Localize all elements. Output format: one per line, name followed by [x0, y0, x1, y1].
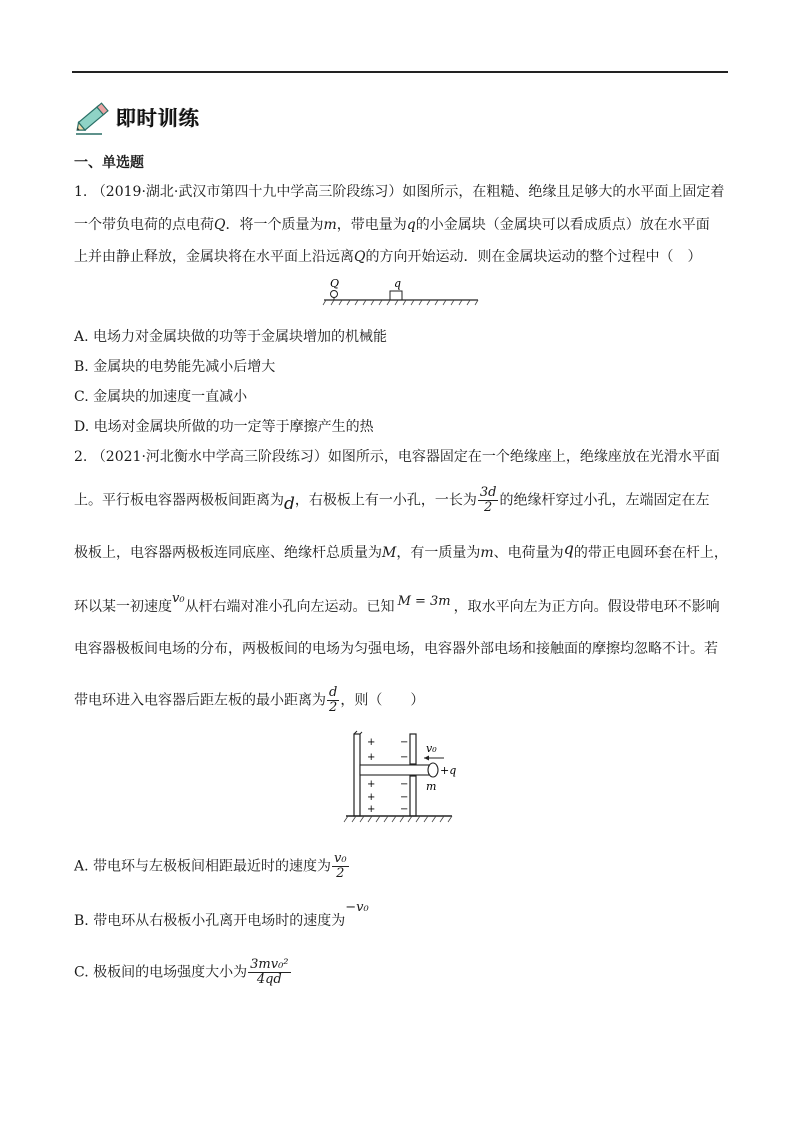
q1-text-2d: 的小金属块（金属块可以看成质点）放在水平面: [415, 217, 710, 233]
q1-var-Q2: Q: [354, 249, 366, 265]
q2-option-a-frac: [332, 852, 349, 881]
q2-eq-M-3m: M = 3m: [397, 594, 451, 609]
q2-text-3c: 、电荷量为: [493, 545, 564, 561]
q2-option-b-value: −v₀: [345, 900, 369, 915]
q1-option-b-label: B.: [74, 359, 89, 375]
q2-option-a-frac-num: v₀: [334, 851, 347, 866]
q2-source: （2021·河北衡水中学高三阶段练习）: [91, 449, 328, 465]
q2-option-c: [74, 958, 292, 987]
q2-text-2c: 的绝缘杆穿过小孔，左端固定在左: [499, 492, 710, 509]
q2-minus-3: −: [400, 779, 409, 790]
q2-option-a-label: A.: [74, 858, 89, 875]
q2-option-c-text: 极板间的电场强度大小为: [93, 964, 248, 981]
q1-line-2: [74, 214, 710, 234]
q2-line-6: [74, 686, 424, 715]
q2-capacitor-figure: [340, 728, 460, 828]
q1-option-c-text: 金属块的加速度一直减小: [93, 389, 248, 405]
q1-option-d: [74, 416, 374, 436]
q2-var-d: d: [284, 493, 295, 514]
q2-line-2: [74, 486, 709, 515]
q2-option-c-frac: [248, 958, 290, 987]
q1-source: （2019·湖北·武汉市第四十九中学高三阶段练习）: [91, 184, 403, 200]
q2-text-4a: 环以某一初速度: [74, 599, 172, 615]
q2-plus-5: +: [367, 804, 376, 815]
q1-option-c: [74, 386, 247, 406]
q2-line-1: [74, 446, 720, 466]
q2-frac-3d-num: 3d: [479, 485, 497, 500]
q2-option-a-frac-den: 2: [332, 866, 349, 881]
q1-option-d-label: D.: [74, 419, 90, 435]
q2-frac-d-2: [327, 686, 339, 715]
q1-text-2c: ，带电量为: [336, 217, 407, 233]
q2-text-2a: 上。平行板电容器两极板间距离为: [74, 492, 284, 509]
q2-text-4c: ，取水平向左为正方向。假设带电环不影响: [453, 599, 720, 615]
q1-option-b: [74, 356, 275, 376]
q2-plus-3: +: [367, 779, 376, 790]
q1-text-2b: ．将一个质量为: [225, 217, 324, 233]
q2-minus-5: −: [400, 804, 409, 815]
q2-frac-3d-2: [478, 486, 499, 515]
q1-option-d-text: 电场对金属块所做的功一定等于摩擦产生的热: [93, 419, 374, 435]
q2-text-1: 如图所示，电容器固定在一个绝缘座上，绝缘座放在光滑水平面: [327, 449, 720, 465]
q2-label-m: m: [426, 780, 437, 793]
q2-right-plate-top: [410, 734, 416, 764]
q2-minus-1: −: [400, 737, 409, 748]
q2-plus-1: +: [367, 737, 376, 748]
q1-point-charge: [331, 291, 338, 298]
q1-ground-hatch: [323, 300, 478, 305]
q2-text-6b: ，则（ ）: [340, 692, 425, 709]
q2-left-plate: [354, 734, 360, 816]
q2-option-a: [74, 852, 350, 881]
q2-var-m: m: [480, 545, 494, 561]
heading-title: 即时训练: [116, 106, 200, 130]
q2-text-2b: ，右极板上有一小孔，一长为: [294, 492, 477, 509]
q2-option-a-text: 带电环与左极板间相距最近时的速度为: [93, 858, 332, 875]
q1-var-q: q: [406, 217, 416, 233]
q2-frac-d-num: d: [329, 685, 338, 700]
q2-frac-d-den: 2: [327, 700, 339, 715]
q1-figure: [322, 276, 482, 308]
q2-text-3d: 的带正电圆环套在杆上，: [573, 545, 728, 561]
q2-option-b: [74, 900, 369, 930]
q2-option-c-label: C.: [74, 964, 89, 981]
q2-var-q: q: [563, 539, 574, 558]
q2-var-M: M: [382, 545, 397, 561]
q1-figure-label-Q: Q: [330, 277, 340, 290]
q2-line-5: [74, 638, 718, 658]
q1-line-1: [74, 181, 724, 201]
q2-plus-4: +: [367, 792, 376, 803]
q2-line-3: [74, 539, 728, 562]
q2-option-b-text: 带电环从右极板小孔离开电场时的速度为: [93, 913, 346, 929]
q1-var-m: m: [323, 217, 337, 233]
q2-minus-4: −: [400, 792, 409, 803]
q1-line-3: [74, 246, 701, 266]
q2-line-4: [74, 591, 720, 616]
q1-option-a-label: A.: [74, 329, 89, 345]
q1-option-c-label: C.: [74, 389, 89, 405]
q1-var-Q: Q: [214, 217, 226, 233]
section-title: 一、单选题: [74, 155, 144, 171]
q2-minus-2: −: [400, 752, 409, 763]
q2-right-plate-bottom: [410, 776, 416, 816]
q2-text-3a: 极板上，电容器两极板连同底座、绝缘杆总质量为: [74, 545, 382, 561]
q1-option-a-text: 电场力对金属块做的功等于金属块增加的机械能: [93, 329, 388, 345]
q2-number: 2.: [74, 449, 88, 465]
q1-text-2a: 一个带负电荷的点电荷: [74, 217, 214, 233]
q2-text-3b: ，有一质量为: [396, 545, 481, 561]
q1-text-3b: 的方向开始运动．则在金属块运动的整个过程中（ ）: [365, 249, 702, 265]
q2-option-c-frac-num: 3mv₀²: [250, 957, 289, 972]
q2-option-b-label: B.: [74, 913, 89, 929]
q1-text-3a: 上并由静止释放，金属块将在水平面上沿远离: [74, 249, 354, 265]
q2-label-v0: v₀: [426, 742, 437, 755]
q1-figure-label-q: q: [394, 277, 402, 290]
q1-metal-block: [390, 291, 402, 300]
q2-frac-3d-den: 2: [478, 500, 499, 515]
q1-text-1: 如图所示，在粗糙、绝缘且足够大的水平面上固定着: [402, 184, 725, 200]
q2-text-6a: 带电环进入电容器后距左板的最小距离为: [74, 692, 326, 709]
q2-text-4b: 从杆右端对准小孔向左运动。已知: [184, 599, 395, 615]
q2-plus-2: +: [367, 752, 376, 763]
q1-option-b-text: 金属块的电势能先减小后增大: [93, 359, 276, 375]
q2-insulating-rod: [360, 765, 432, 775]
q1-number: 1.: [74, 184, 88, 200]
q1-option-a: [74, 326, 387, 346]
q2-var-v0: v₀: [172, 591, 185, 606]
q2-base-hatch: [344, 816, 452, 822]
q2-option-c-frac-den: 4qd: [248, 972, 290, 987]
q2-charged-ring: [428, 763, 438, 777]
pencil-icon: [72, 94, 116, 138]
top-rule: [72, 71, 728, 73]
q2-text-5: 电容器极板间电场的分布，两极板间的电场为匀强电场，电容器外部电场和接触面的摩擦均忽略不计。若: [74, 641, 718, 657]
q2-label-q: +q: [440, 764, 457, 777]
